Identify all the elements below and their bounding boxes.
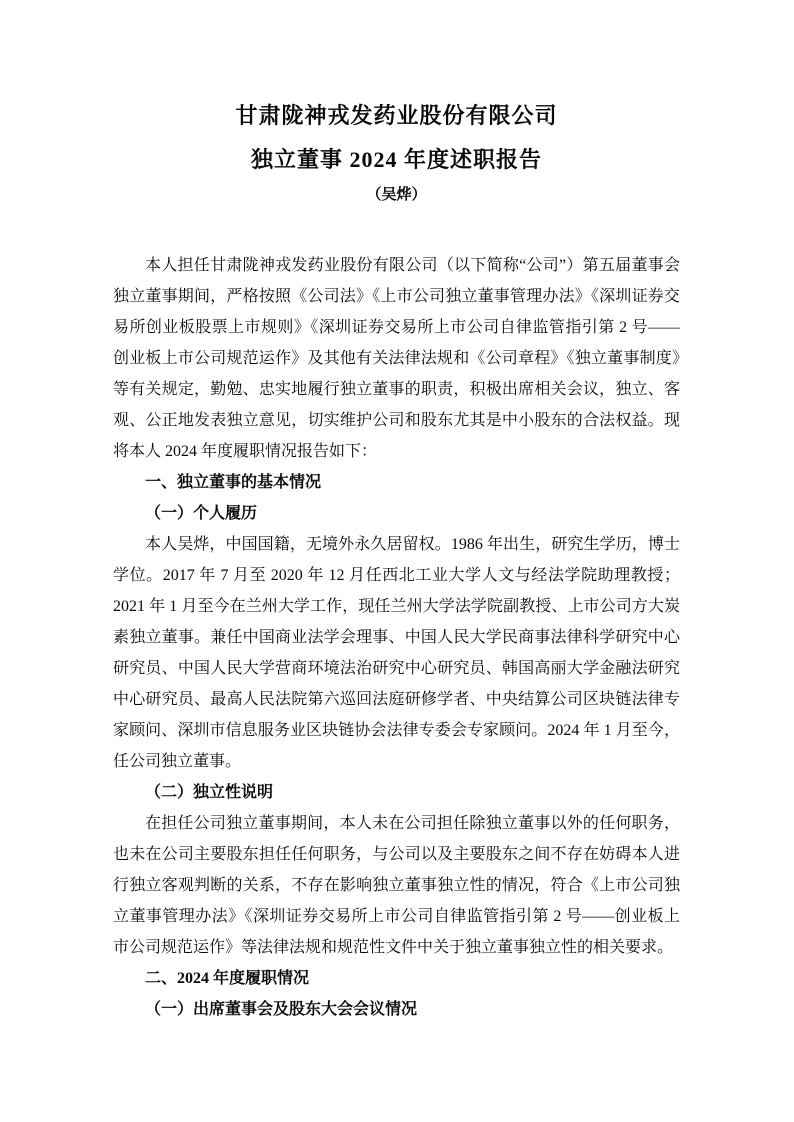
document-title-report: 独立董事 2024 年度述职报告 bbox=[250, 147, 542, 172]
heading-section-1-basic-info: 一、独立董事的基本情况 bbox=[145, 474, 322, 491]
heading-section-2-performance-2024: 二、2024 年度履职情况 bbox=[145, 970, 310, 987]
paragraph-independence-statement: 在担任公司独立董事期间，本人未在公司担任除独立董事以外的任何职务，也未在公司主要股东担任任何职务，与公司以及主要股东之间不存在妨碍本人进行独立客观判断的关系，不存在影响独立董事独立性的情况，符合《上市公司独立董事管理办法》《深圳证券交易所上市公司自律监管指引第 2 号——创业板上市公司规范运作》等法律法规和规范性文件中关于独立董事独立性的相关要求。 bbox=[113, 815, 680, 956]
heading-subsection-personal-resume: （一）个人履历 bbox=[145, 505, 258, 522]
heading-subsection-independence-statement: （二）独立性说明 bbox=[145, 784, 274, 801]
document-title-company: 甘肃陇神戎发药业股份有限公司 bbox=[235, 103, 558, 128]
heading-subsection-meeting-attendance: （一）出席董事会及股东大会会议情况 bbox=[145, 1001, 418, 1018]
paragraph-intro: 本人担任甘肃陇神戎发药业股份有限公司（以下简称“公司”）第五届董事会独立董事期间，严格按照《公司法》《上市公司独立董事管理办法》《深圳证券交易所创业板股票上市规则》《深圳证券交易所上市公司自律监管指引第 2 号——创业板上市公司规范运作》及其他有关法律法规和《公司章程》《独立董事制度》等有关规定，勤勉、忠实地履行独立董事的职责，积极出席相关会议，独立、客观、公正地发表独立意见，切实维护公司和股东尤其是中小股东的合法权益。现将本人 2024 年度履职情况报告如下： bbox=[113, 257, 680, 460]
document-author-name: （吴烨） bbox=[366, 187, 427, 203]
paragraph-personal-resume: 本人吴烨，中国国籍，无境外永久居留权。1986 年出生，研究生学历，博士学位。2017 年 7 月至 2020 年 12 月任西北工业大学人文与经法学院助理教授；2021 年 1 月至今在兰州大学工作，现任兰州大学法学院副教授、上市公司方大炭素独立董事。兼任中国商业法学会理事、中国人民大学民商事法律科学研究中心研究员、中国人民大学营商环境法治研究中心研究员、韩国高丽大学金融法研究中心研究员、最高人民法院第六巡回法庭研修学者、中央结算公司区块链法律专家顾问、深圳市信息服务业区块链协会法律专委会专家顾问。2024 年 1 月至今，任公司独立董事。 bbox=[113, 536, 680, 770]
document-body bbox=[113, 250, 680, 1025]
